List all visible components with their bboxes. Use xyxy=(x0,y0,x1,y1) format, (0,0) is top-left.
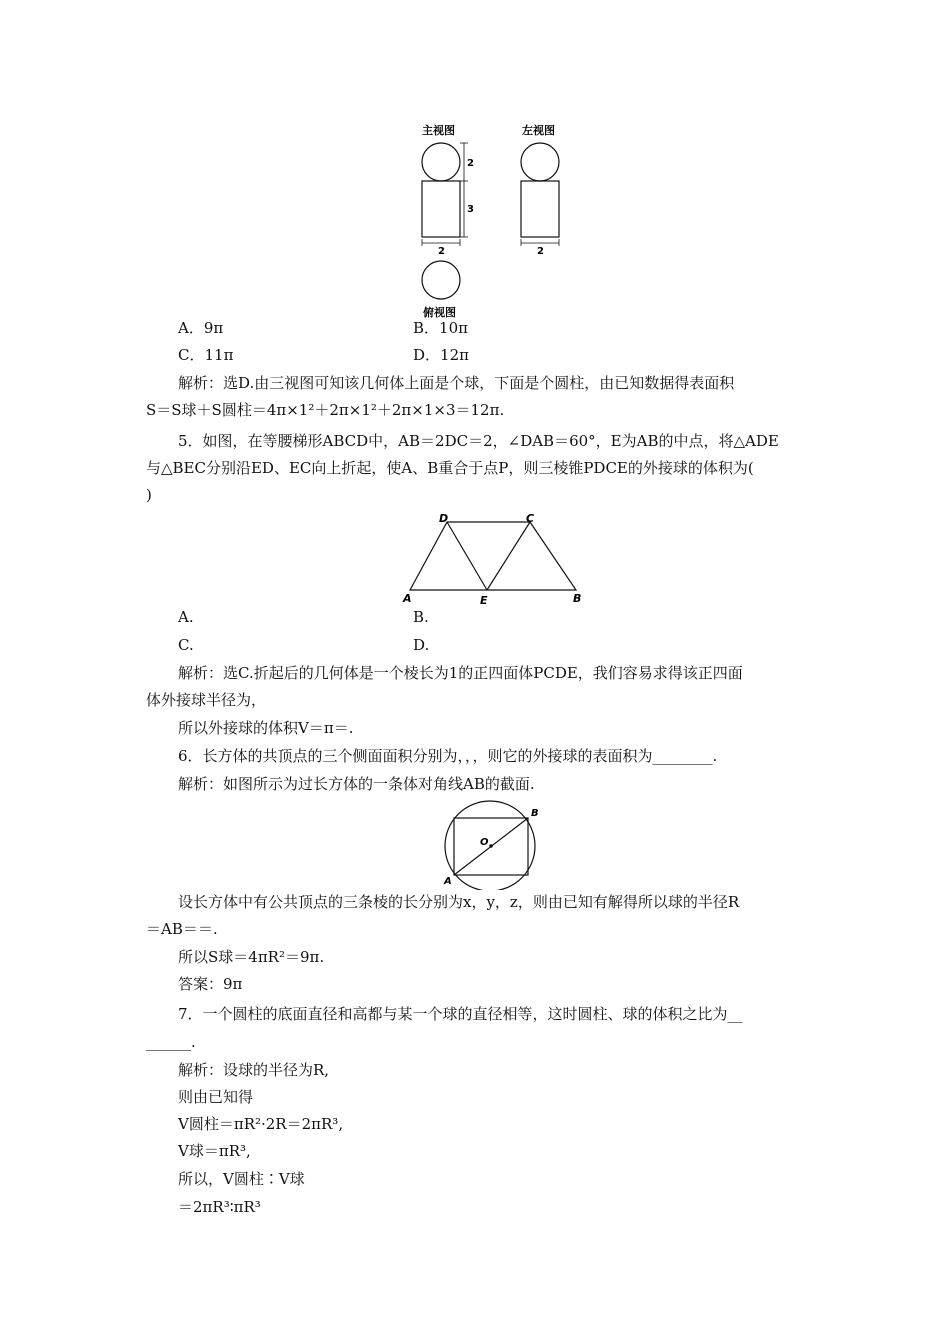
dim-sphere: 2 xyxy=(467,158,474,169)
q5-option-b: B. xyxy=(413,608,429,626)
point-b-label-circle: B xyxy=(531,808,539,819)
point-c-label: C xyxy=(526,512,535,525)
q7-text-line1: 7．一个圆柱的底面直径和高都与某一个球的直径相等，这时圆柱、球的体积之比为__ xyxy=(178,1005,743,1023)
front-cylinder xyxy=(422,181,460,237)
top-view-label: 俯视图 xyxy=(423,306,456,319)
front-sphere xyxy=(422,143,460,181)
dim-height: 3 xyxy=(467,204,474,215)
side-cylinder xyxy=(521,181,559,237)
q5-option-c: C. xyxy=(178,636,194,654)
side-view-label: 左视图 xyxy=(522,124,555,137)
segment-ce xyxy=(487,522,530,590)
q5-text-line2: 与△BEC分别沿ED、EC向上折起，使A、B重合于点P，则三棱锥PDCE的外接球的体积为( xyxy=(146,459,754,477)
q7-analysis-line2: 则由已知得 xyxy=(178,1088,254,1106)
q7-analysis-line4: V球＝πR³, xyxy=(178,1142,251,1160)
q5-option-a: A. xyxy=(178,608,194,626)
q4-analysis-line1: 解析：选D.由三视图可知该几何体上面是个球，下面是个圆柱，由已知数据得表面积 xyxy=(178,374,735,392)
dim-side-width: 2 xyxy=(537,246,544,257)
top-view-circle xyxy=(422,261,460,299)
q6-analysis-line4: 所以S球＝4πR²＝9π. xyxy=(178,948,325,966)
point-o-label: O xyxy=(480,837,489,848)
point-b-label: B xyxy=(573,592,582,605)
q5-analysis-line1: 解析：选C.折起后的几何体是一个棱长为1的正四面体PCDE，我们容易求得该正四面 xyxy=(178,664,743,682)
front-view-label: 主视图 xyxy=(422,124,455,137)
segment-de xyxy=(447,522,487,590)
q7-analysis-line3: V圆柱＝πR²·2R＝2πR³, xyxy=(178,1115,344,1133)
q4-analysis-line2: S＝S球＋S圆柱＝4π×1²＋2π×1²＋2π×1×3＝12π. xyxy=(146,401,505,419)
q6-text: 6．长方体的共顶点的三个侧面面积分别为，，，则它的外接球的表面积为________. xyxy=(178,747,718,765)
point-a-label: A xyxy=(403,592,412,605)
circle-section-figure xyxy=(438,800,548,890)
q6-analysis-line1: 解析：如图所示为过长方体的一条体对角线AB的截面. xyxy=(178,775,535,793)
q5-analysis-line2: 体外接球半径为， xyxy=(146,691,267,709)
center-point xyxy=(489,844,493,848)
q6-answer: 答案：9π xyxy=(178,975,243,993)
q5-text-line3: ) xyxy=(146,486,152,504)
point-a-label-circle: A xyxy=(444,876,452,887)
three-view-figure xyxy=(400,118,580,323)
q7-analysis-line1: 解析：设球的半径为R, xyxy=(178,1061,330,1079)
trapezoid-figure xyxy=(395,510,595,610)
q7-text-line2: ______. xyxy=(146,1033,196,1051)
q4-option-c: C．11π xyxy=(178,346,234,364)
q5-analysis-line3: 所以外接球的体积V＝π＝. xyxy=(178,719,354,737)
point-d-label: D xyxy=(439,512,449,525)
q7-analysis-line5: 所以，V圆柱∶V球 xyxy=(178,1170,305,1188)
dim-width: 2 xyxy=(438,246,445,257)
point-e-label: E xyxy=(480,594,488,607)
q5-option-d: D. xyxy=(413,636,430,654)
q7-analysis-line6: ＝2πR³∶πR³ xyxy=(178,1198,261,1216)
q4-option-b: B．10π xyxy=(413,319,468,337)
q6-analysis-line2: 设长方体中有公共顶点的三条棱的长分别为x，y，z，则由已知有解得所以球的半径R xyxy=(178,893,740,911)
q6-analysis-line3: ＝AB＝＝. xyxy=(146,920,218,938)
q4-option-a: A．9π xyxy=(178,319,224,337)
q4-option-d: D．12π xyxy=(413,346,469,364)
q5-text-line1: 5．如图，在等腰梯形ABCD中，AB＝2DC＝2，∠DAB＝60°，E为AB的中点，将△ADE xyxy=(178,432,779,450)
side-sphere xyxy=(521,143,559,181)
